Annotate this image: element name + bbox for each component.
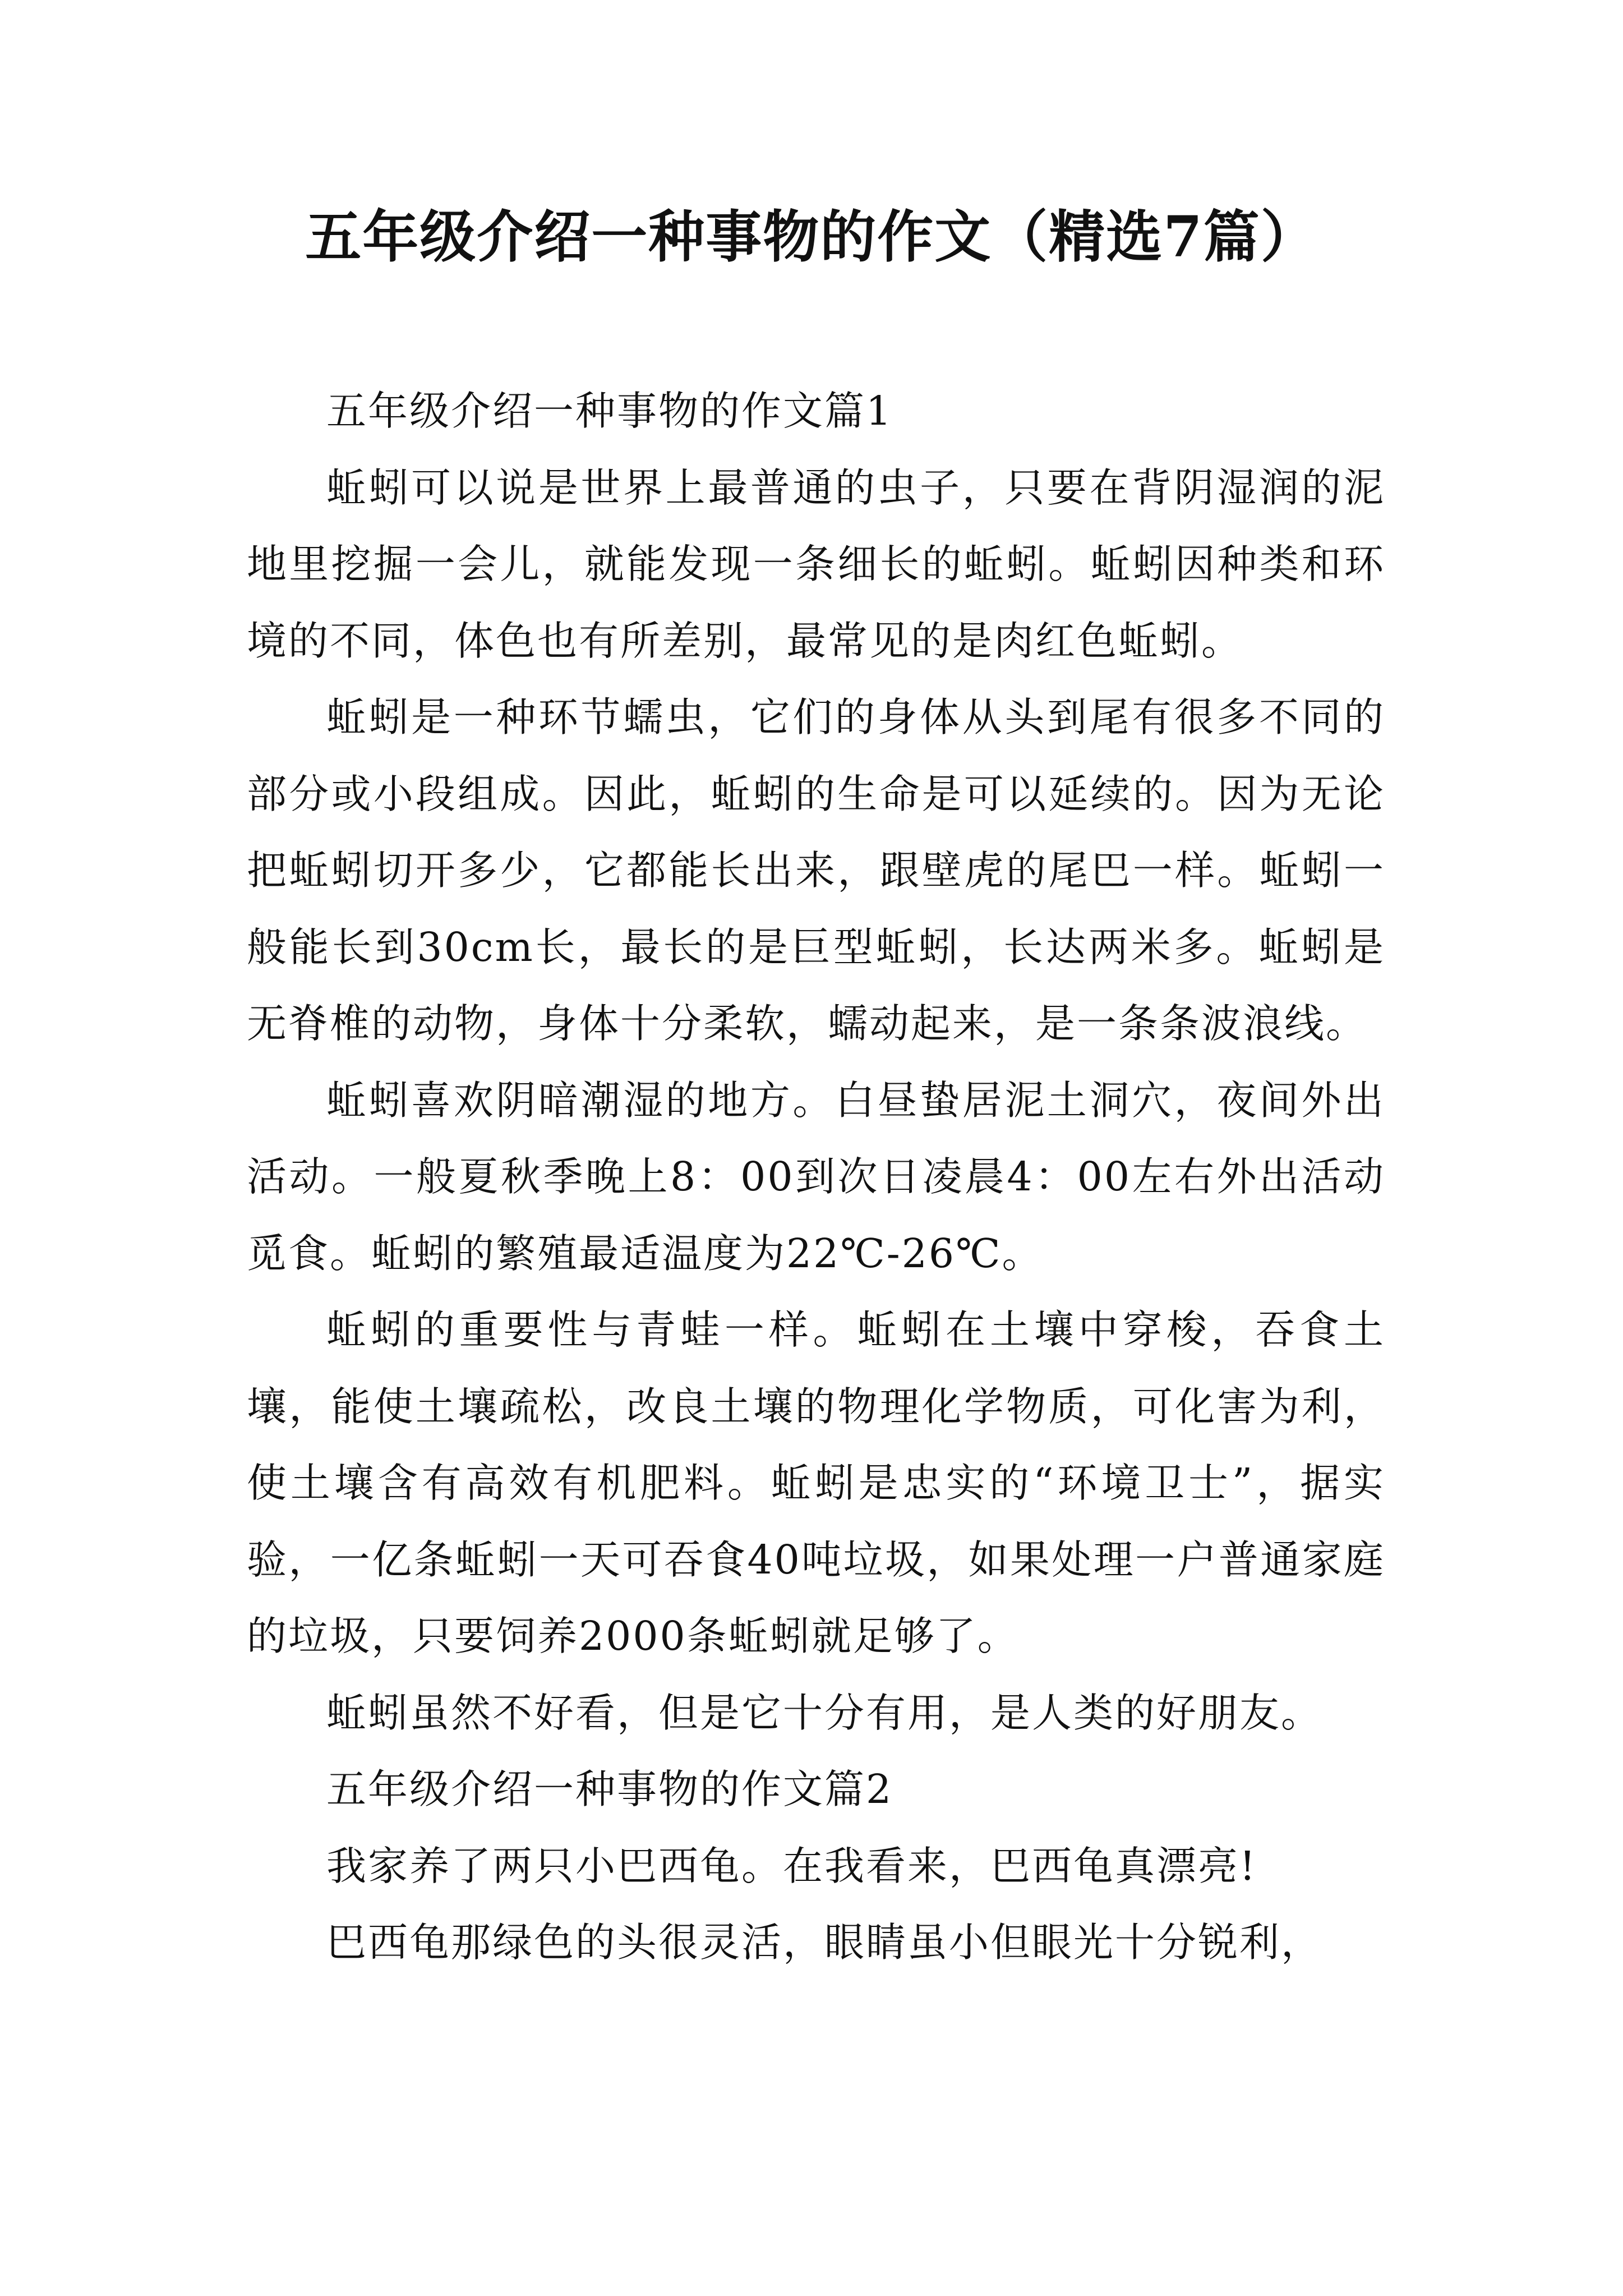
paragraph: 蚯蚓喜欢阴暗潮湿的地方。白昼蛰居泥土洞穴，夜间外出活动。一般夏秋季晚上8：00到次日凌晨4：00左右外出活动觅食。蚯蚓的繁殖最适温度为22℃-26℃。 bbox=[247, 1076, 1385, 1277]
document-body bbox=[247, 373, 1385, 1981]
document-title: 五年级介绍一种事物的作文（精选7篇） bbox=[305, 204, 1318, 270]
section-heading-2: 五年级介绍一种事物的作文篇2 bbox=[326, 1766, 893, 1812]
paragraph: 蚯蚓是一种环节蠕虫，它们的身体从头到尾有很多不同的部分或小段组成。因此，蚯蚓的生命是可以延续的。因为无论把蚯蚓切开多少，它都能长出来，跟壁虎的尾巴一样。蚯蚓一般能长到30cm长，最长的是巨型蚯蚓，长达两米多。蚯蚓是无脊椎的动物，身体十分柔软，蠕动起来，是一条条波浪线。 bbox=[247, 694, 1385, 1047]
section-heading-1: 五年级介绍一种事物的作文篇1 bbox=[326, 388, 893, 434]
paragraph: 巴西龟那绿色的头很灵活，眼睛虽小但眼光十分锐利， bbox=[326, 1919, 1323, 1966]
paragraph: 蚯蚓的重要性与青蛙一样。蚯蚓在土壤中穿梭，吞食土壤，能使土壤疏松，改良土壤的物理化学物质，可化害为利，使土壤含有高效有机肥料。蚯蚓是忠实的“环境卫士”，据实验，一亿条蚯蚓一天可吞食40吨垃圾，如果处理一户普通家庭的垃圾，只要饲养2000条蚯蚓就足够了。 bbox=[247, 1306, 1385, 1659]
paragraph: 蚯蚓虽然不好看，但是它十分有用，是人类的好朋友。 bbox=[326, 1689, 1323, 1736]
paragraph: 我家养了两只小巴西龟。在我看来，巴西龟真漂亮! bbox=[326, 1842, 1257, 1889]
paragraph: 蚯蚓可以说是世界上最普通的虫子，只要在背阴湿润的泥地里挖掘一会儿，就能发现一条细长的蚯蚓。蚯蚓因种类和环境的不同，体色也有所差别，最常见的是肉红色蚯蚓。 bbox=[247, 464, 1385, 664]
